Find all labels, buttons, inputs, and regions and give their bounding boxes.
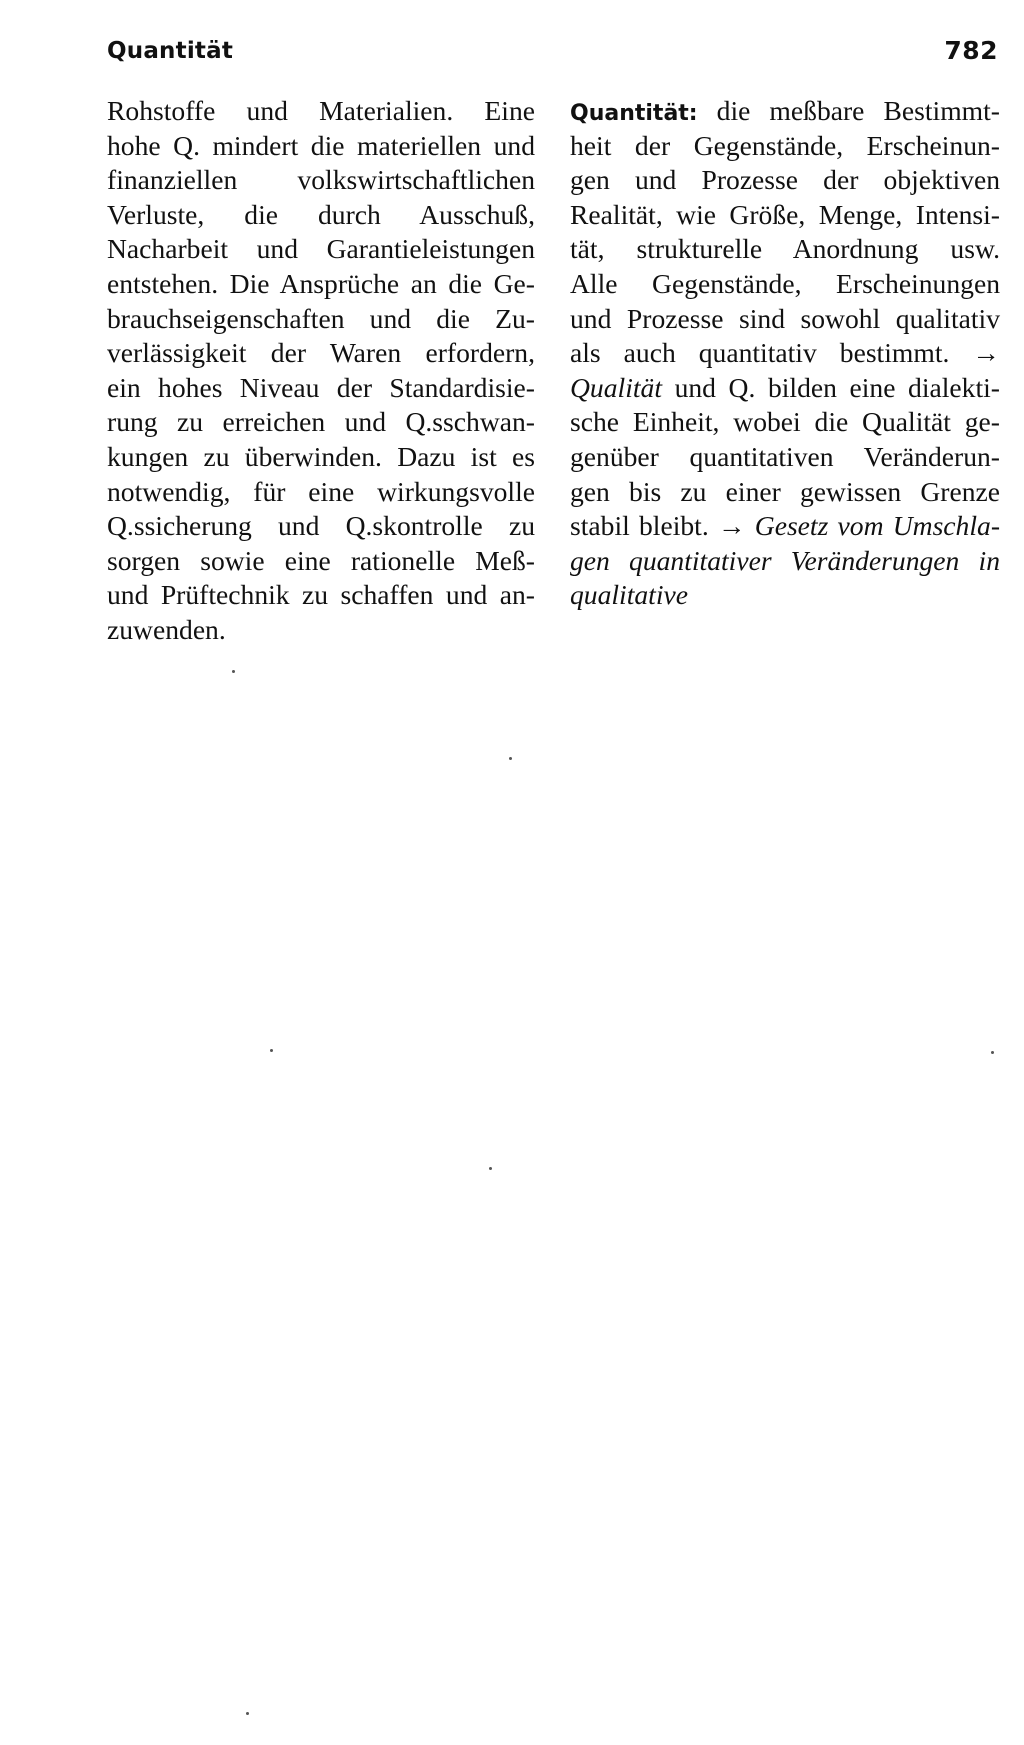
text-line: notwendig, für eine wirkungsvolle: [107, 475, 535, 507]
text-line: brauchseigenschaften und die Zu-: [107, 302, 535, 334]
text-line: zuwenden.: [107, 613, 226, 645]
text-line: und Prüftechnik zu schaffen und an-: [107, 579, 535, 611]
text-line: Q.ssicherung und Q.skontrolle zu: [107, 510, 535, 542]
text-line: heit der Gegenstände, Erscheinun-: [570, 129, 1000, 161]
scan-speck: [489, 1167, 492, 1170]
text-line: rung zu erreichen und Q.sschwan-: [107, 406, 535, 438]
cross-reference-arrow-icon: →: [972, 337, 1000, 369]
text-fragment: und Q. bilden eine dialekti-: [674, 371, 1000, 403]
scan-speck: [270, 1049, 273, 1052]
text-line: finanziellen volkswirtschaftlichen: [107, 164, 535, 196]
text-line: Nacharbeit und Garantieleistungen: [107, 233, 535, 265]
scan-speck: [232, 670, 235, 673]
text-line: entstehen. Die Ansprüche an die Ge-: [107, 267, 535, 299]
scan-speck: [991, 1051, 994, 1054]
text-line: kungen zu überwinden. Dazu ist es: [107, 440, 535, 472]
text-line: Realität, wie Größe, Menge, Intensi-: [570, 198, 1000, 230]
text-line: Verluste, die durch Ausschuß,: [107, 198, 535, 230]
cross-reference-link[interactable]: qualitative: [570, 579, 689, 611]
text-line: ein hohes Niveau der Standardisie-: [107, 371, 535, 403]
text-line: sche Einheit, wobei die Qualität ge-: [570, 406, 1000, 438]
text-line: Rohstoffe und Materialien. Eine: [107, 95, 535, 126]
text-line-with-reference: [570, 509, 1000, 544]
text-line: verlässigkeit der Waren erfordern,: [107, 337, 535, 369]
text-fragment: stabil bleibt.: [570, 510, 709, 542]
text-line-with-reference: [570, 371, 1000, 406]
text-line: gen bis zu einer gewissen Grenze: [570, 475, 1000, 507]
scan-speck: [246, 1712, 249, 1715]
entry-first-line: [570, 94, 1000, 129]
text-line: hohe Q. mindert die materiellen und: [107, 129, 535, 161]
entry-term: Quantität:: [570, 101, 698, 126]
text-line: genüber quantitativen Veränderun-: [570, 440, 1000, 472]
cross-reference-arrow-icon: →: [717, 510, 746, 542]
text-line: und Prozesse sind sowohl qualitativ: [570, 302, 1000, 334]
left-column: [107, 94, 535, 648]
text-line: sorgen sowie eine rationelle Meß-: [107, 544, 535, 576]
cross-reference-link[interactable]: Gesetz vom Umschla-: [754, 510, 1001, 542]
right-column: [570, 94, 1000, 613]
cross-reference-link[interactable]: Qualität: [570, 371, 662, 403]
text-line: tät, strukturelle Anordnung usw.: [570, 233, 1000, 265]
text-fragment: als auch quantitativ bestimmt.: [570, 337, 950, 369]
cross-reference-link[interactable]: gen quantitativer Veränderungen in: [570, 544, 1000, 576]
text-line: gen und Prozesse der objektiven: [570, 164, 1000, 196]
entry-definition-start: die meßbare Bestimmt-: [716, 95, 1000, 126]
running-head: Quantität: [107, 38, 234, 64]
page-number: 782: [944, 36, 998, 65]
text-line-with-arrow: [570, 336, 1000, 371]
text-line: Alle Gegenstände, Erscheinungen: [570, 267, 1000, 299]
scan-speck: [509, 757, 512, 760]
